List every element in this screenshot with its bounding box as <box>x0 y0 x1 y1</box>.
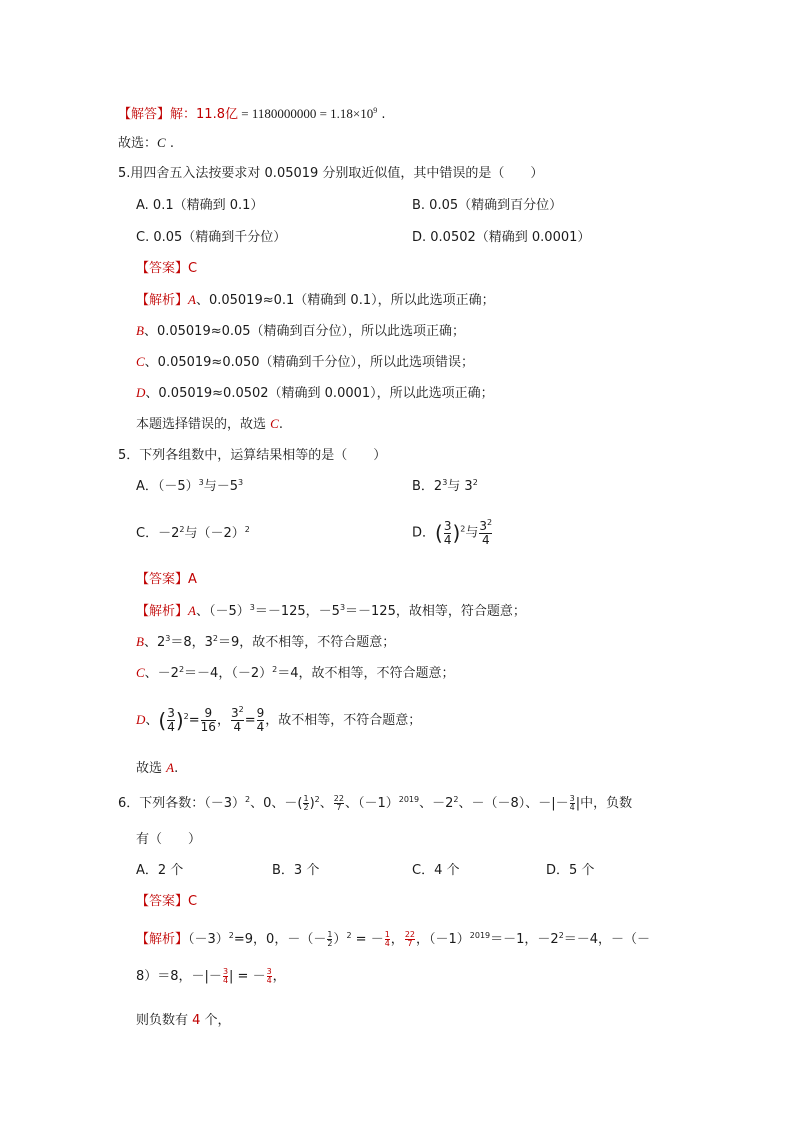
close-paren: ) <box>175 708 184 733</box>
opt-text: A．（－5） <box>136 479 199 494</box>
fraction <box>479 517 493 547</box>
frac-num: 1 <box>303 794 309 803</box>
analysis-exp: 3 <box>165 634 171 643</box>
fraction <box>385 931 390 948</box>
frac-num-val: 3 <box>230 706 239 720</box>
choose-value: C <box>157 135 166 150</box>
analysis-text: 、0.05019≈0.1（精确到 0.1），所以此选项正确； <box>195 293 495 308</box>
answer-tag: 【答案】 <box>136 261 189 276</box>
analysis-text: 、0.05019≈0.0502（精确到 0.0001），所以此选项正确； <box>145 386 494 401</box>
close-paren: ) <box>452 521 461 545</box>
analysis-text: 、－2 <box>144 666 179 681</box>
opt-exp: 2 <box>179 525 185 534</box>
q5a-option-c: C. 0.05（精确到千分位） <box>136 230 287 245</box>
frac-num: 3 <box>222 967 229 976</box>
analysis-exp: 2 <box>272 665 278 674</box>
analysis-tag: 【解析】 <box>136 932 189 947</box>
stem-text: 、－2 <box>419 796 454 811</box>
analysis-exp: 2 <box>228 931 234 940</box>
final-prefix: 则负数有 <box>136 1013 193 1028</box>
conclusion-value: A <box>166 760 175 775</box>
stem-exp: 2 <box>453 795 459 804</box>
q5b-analysis-c <box>136 664 454 683</box>
fraction <box>444 520 452 547</box>
opt-text: B．2 <box>412 479 443 494</box>
fraction <box>327 931 332 948</box>
answer-value: A <box>188 572 197 587</box>
equals: = <box>188 713 200 728</box>
stem-exp: 2019 <box>398 795 420 804</box>
choose-prefix: 故选： <box>118 136 158 151</box>
analysis-exp: 2 <box>346 931 352 940</box>
stem-text: ) <box>309 796 315 811</box>
q6-stem <box>118 788 632 820</box>
analysis-text: ，故不相等，不符合题意； <box>265 713 422 728</box>
analysis-text: ， <box>390 932 404 947</box>
expr-end: . <box>377 107 386 122</box>
frac-num: 22 <box>333 794 344 803</box>
q5b-option-c <box>136 525 250 543</box>
opt-exp: 3 <box>198 478 204 487</box>
frac-den: 4 <box>256 720 265 734</box>
fraction <box>303 795 308 812</box>
analysis-exp: 3 <box>249 603 255 612</box>
frac-den: 4 <box>569 803 575 812</box>
q5b-option-b <box>412 478 478 496</box>
analysis-text: 、 <box>145 713 159 728</box>
answer-tag: 【答案】 <box>136 894 189 909</box>
conclusion-prefix: 故选 <box>136 761 167 776</box>
q5b-analysis-a <box>136 602 526 621</box>
q6-stem-line2: 有（ ） <box>136 832 202 847</box>
stem-exp: 2 <box>245 795 251 804</box>
analysis-text: ＝－4，－（－ <box>563 932 651 947</box>
analysis-text: 、2 <box>143 635 166 650</box>
final-value: 4 <box>192 1013 201 1028</box>
fraction <box>231 707 244 734</box>
frac-den: 4 <box>266 976 272 985</box>
frac-den: 4 <box>233 720 242 734</box>
analysis-text: 、0.05019≈0.050（精确到千分位），所以此选项错误； <box>144 355 475 370</box>
conclusion-end: . <box>174 761 179 776</box>
q5b-analysis-d <box>136 702 421 739</box>
analysis-text: ） <box>333 932 347 947</box>
analysis-text: ＝－4，（－2） <box>184 666 273 681</box>
analysis-tag: 【解析】 <box>136 293 189 308</box>
analysis-letter: A <box>188 603 196 618</box>
q5a-option-b: B. 0.05（精确到百分位） <box>412 198 563 213</box>
q6-answer <box>136 893 197 911</box>
q5a-stem: 5.用四舍五入法按要求对 0.05019 分别取近似值，其中错误的是（ ） <box>118 166 544 181</box>
conclusion-prefix: 本题选择错误的，故选 <box>136 417 271 432</box>
frac-num-exp: 2 <box>238 705 244 714</box>
q5a-option-a: A. 0.1（精确到 0.1） <box>136 198 264 213</box>
answer-value: C <box>188 261 198 276</box>
frac-num: 3 <box>266 967 272 976</box>
q5a-analysis-a <box>136 291 495 310</box>
analysis-exp: 2 <box>212 634 218 643</box>
answer-tag: 【答案】 <box>136 572 189 587</box>
expr-exponent: 9 <box>373 106 378 115</box>
q5a-answer <box>136 260 197 278</box>
fraction <box>570 795 575 812</box>
solution-tag: 【解答】 <box>118 107 171 122</box>
frac-num: 3 <box>167 706 175 720</box>
fraction <box>405 931 415 948</box>
q6-option-b: B．3 个 <box>272 863 320 878</box>
analysis-text: （－3） <box>188 932 229 947</box>
analysis-text: ＝9，故不相等，不符合题意； <box>217 635 396 650</box>
equals: = <box>244 713 256 728</box>
analysis-text: = － <box>351 932 384 947</box>
analysis-letter: B <box>136 634 144 649</box>
stem-text: |中，负数 <box>575 796 633 811</box>
q6-final <box>136 1012 231 1030</box>
opt-text: 与 <box>465 525 479 541</box>
frac-den: 2 <box>303 803 309 812</box>
frac-den: 4 <box>384 939 390 948</box>
frac-den: 16 <box>200 720 216 734</box>
analysis-text: ＝－125，故相等，符合题意； <box>345 604 526 619</box>
fraction <box>334 795 344 812</box>
opt-text: 与－5 <box>203 479 239 494</box>
top-solution-line <box>118 105 386 124</box>
fraction <box>167 707 175 734</box>
frac-den: 7 <box>336 803 342 812</box>
q6-option-a: A．2 个 <box>136 863 184 878</box>
fraction <box>223 968 228 985</box>
stem-text: 、0、－( <box>250 796 303 811</box>
q6-analysis-line2 <box>136 962 286 992</box>
opt-exp: 3 <box>238 478 244 487</box>
frac-den: 4 <box>481 532 490 547</box>
q5b-option-a <box>136 478 243 496</box>
opt-exp: 3 <box>442 478 448 487</box>
opt-text: 与 3 <box>447 479 473 494</box>
stem-text: 、－（－8）、－|－ <box>458 796 569 811</box>
frac-den: 4 <box>167 720 175 734</box>
frac-den: 4 <box>443 532 452 547</box>
open-paren: ( <box>158 708 167 733</box>
analysis-text: ＝－125，－5 <box>254 604 340 619</box>
analysis-text: ＝4，故不相等，不符合题意； <box>277 666 455 681</box>
stem-exp: 2 <box>314 795 320 804</box>
opt-text: C．－2 <box>136 526 180 541</box>
stem-text: 6．下列各数：（－3） <box>118 796 246 811</box>
analysis-exp: 3 <box>339 603 346 612</box>
frac-num <box>479 517 493 533</box>
analysis-exp: 2019 <box>469 931 491 940</box>
choose-end: . <box>165 136 174 151</box>
fraction <box>201 707 216 734</box>
analysis-letter: B <box>136 323 144 338</box>
fraction <box>257 707 265 734</box>
opt-exp: 2 <box>472 478 478 487</box>
frac-num <box>231 707 244 720</box>
analysis-exp: 2 <box>558 931 564 940</box>
q5b-option-d <box>412 515 493 552</box>
conclusion-end: . <box>278 417 283 432</box>
q5a-analysis-b <box>136 322 465 341</box>
conclusion-value: C <box>270 416 279 431</box>
analysis-tag: 【解析】 <box>136 604 189 619</box>
q6-analysis-line1 <box>136 925 650 955</box>
analysis-text: ， <box>272 969 286 984</box>
q5a-option-d: D. 0.0502（精确到 0.0001） <box>412 230 591 245</box>
frac-den: 4 <box>222 976 229 985</box>
analysis-text: ， <box>216 713 230 728</box>
opt-exp: 2 <box>460 524 466 534</box>
analysis-letter: D <box>136 712 146 727</box>
analysis-letter: A <box>188 292 196 307</box>
q5b-conclusion <box>136 759 178 778</box>
frac-den: 2 <box>327 939 333 948</box>
q5b-stem: 5．下列各组数中，运算结果相等的是（ ） <box>118 448 387 463</box>
analysis-exp: 2 <box>178 665 185 674</box>
final-end: 个， <box>200 1013 231 1028</box>
frac-num: 9 <box>256 706 265 720</box>
answer-value: C <box>188 894 198 909</box>
frac-num: 3 <box>569 794 575 803</box>
analysis-text: 8）＝8，－|－ <box>136 969 222 984</box>
frac-num: 9 <box>204 706 213 720</box>
fraction <box>267 968 272 985</box>
analysis-text: | = － <box>229 969 266 984</box>
analysis-text: ＝8，3 <box>170 635 213 650</box>
opt-exp: 2 <box>244 525 250 534</box>
q6-option-d: D．5 个 <box>546 863 595 878</box>
analysis-text: ＝－1，－2 <box>490 932 559 947</box>
frac-num: 22 <box>404 930 415 939</box>
open-paren: ( <box>435 521 443 545</box>
frac-den: 7 <box>407 939 413 948</box>
analysis-letter: C <box>136 665 145 680</box>
analysis-letter: D <box>136 385 146 400</box>
q5a-analysis-d <box>136 384 494 403</box>
frac-num: 1 <box>327 930 333 939</box>
frac-num-val: 3 <box>479 518 488 533</box>
expr-b: 亿 <box>224 107 238 122</box>
stem-text: 、（－1） <box>344 796 399 811</box>
q5b-analysis-b <box>136 633 395 652</box>
expr-c: = 1180000000 = 1.18×10 <box>238 106 374 121</box>
analysis-text: ，（－1） <box>416 932 470 947</box>
top-choose-line <box>118 134 174 153</box>
solution-prefix: 解： <box>170 107 197 122</box>
analysis-text: 、（－5） <box>195 604 250 619</box>
frac-num: 3 <box>443 518 452 533</box>
analysis-text: =9，0，－（－ <box>233 932 327 947</box>
opt-text: D． <box>412 525 436 541</box>
opt-text: 与（－2） <box>184 526 245 541</box>
stem-text: 、 <box>319 796 333 811</box>
q5b-answer <box>136 571 197 589</box>
expr-a: 11.8 <box>196 107 225 122</box>
analysis-exp: 2 <box>183 712 189 721</box>
q6-option-c: C．4 个 <box>412 863 460 878</box>
frac-num-exp: 2 <box>487 517 493 527</box>
frac-num: 1 <box>384 930 390 939</box>
analysis-letter: C <box>136 354 145 369</box>
analysis-text: 、0.05019≈0.05（精确到百分位），所以此选项正确； <box>143 324 466 339</box>
q5a-conclusion <box>136 415 283 434</box>
q5a-analysis-c <box>136 353 474 372</box>
